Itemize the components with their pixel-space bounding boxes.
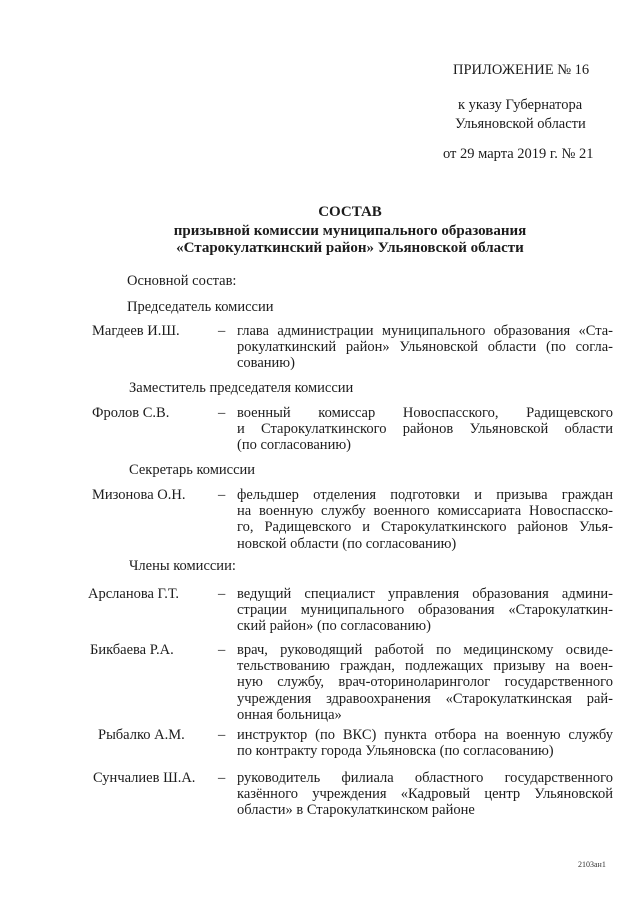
member-description: инструктор (по ВКС) пункта отбора на военную службу по контракту города Ульяновска (по согласованию) — [237, 727, 613, 760]
section-chairman: Председатель комиссии — [127, 299, 274, 315]
member-name: Мизонова О.Н. — [92, 487, 186, 503]
section-members: Члены комиссии: — [129, 558, 236, 574]
member-name: Магдеев И.Ш. — [92, 323, 180, 339]
member-description: врач, руководящий работой по медицинскому освиде- тельствованию граждан, подлежащих призыву на воен- ную службу, врач-оториноларинголог государственного учреждения здравоохранения «Старокулаткинская рай- онная больница» — [237, 642, 613, 723]
section-deputy: Заместитель председателя комиссии — [129, 380, 354, 396]
member-name: Фролов С.В. — [92, 405, 170, 421]
member-description: руководитель филиала областного государственного казённого учреждения «Кадровый центр Ульяновской области» в Старокулаткинском районе — [237, 770, 613, 819]
entry-dash: – — [218, 405, 226, 421]
decree-reference: к указу Губернатора — [458, 97, 583, 113]
appendix-number: ПРИЛОЖЕНИЕ № 16 — [453, 62, 590, 78]
document-title: СОСТАВ — [318, 204, 382, 220]
decree-region: Ульяновской области — [455, 116, 586, 132]
document-code: 2103ан1 — [578, 860, 606, 869]
section-main: Основной состав: — [127, 273, 237, 289]
entry-dash: – — [218, 586, 226, 602]
member-description: военный комиссар Новоспасского, Радищевского и Старокулаткинского районов Ульяновской области (по согласованию) — [237, 405, 613, 454]
entry-dash: – — [218, 323, 226, 339]
member-name: Рыбалко А.М. — [98, 727, 185, 743]
decree-date: от 29 марта 2019 г. № 21 — [443, 146, 594, 162]
member-description: фельдшер отделения подготовки и призыва граждан на военную службу военного комиссариата Новоспасско- го, Радищевского и Старокулаткинского районов Улья- новской области (по согласованию) — [237, 487, 613, 552]
entry-dash: – — [218, 642, 226, 658]
member-description: глава администрации муниципального образования «Ста- рокулаткинский район» Ульяновской области (по согла- сованию) — [237, 323, 613, 372]
section-secretary: Секретарь комиссии — [129, 462, 256, 478]
entry-dash: – — [218, 487, 226, 503]
entry-dash: – — [218, 770, 226, 786]
member-name: Бикбаева Р.А. — [90, 642, 174, 658]
entry-dash: – — [218, 727, 226, 743]
document-subtitle-2: «Старокулаткинский район» Ульяновской области — [176, 240, 524, 256]
member-name: Сунчалиев Ш.А. — [93, 770, 196, 786]
member-name: Арсланова Г.Т. — [88, 586, 179, 602]
member-description: ведущий специалист управления образования админи- страции муниципального образования «Старокулаткин- ский район» (по согласованию) — [237, 586, 613, 635]
document-subtitle-1: призывной комиссии муниципального образования — [173, 223, 527, 239]
